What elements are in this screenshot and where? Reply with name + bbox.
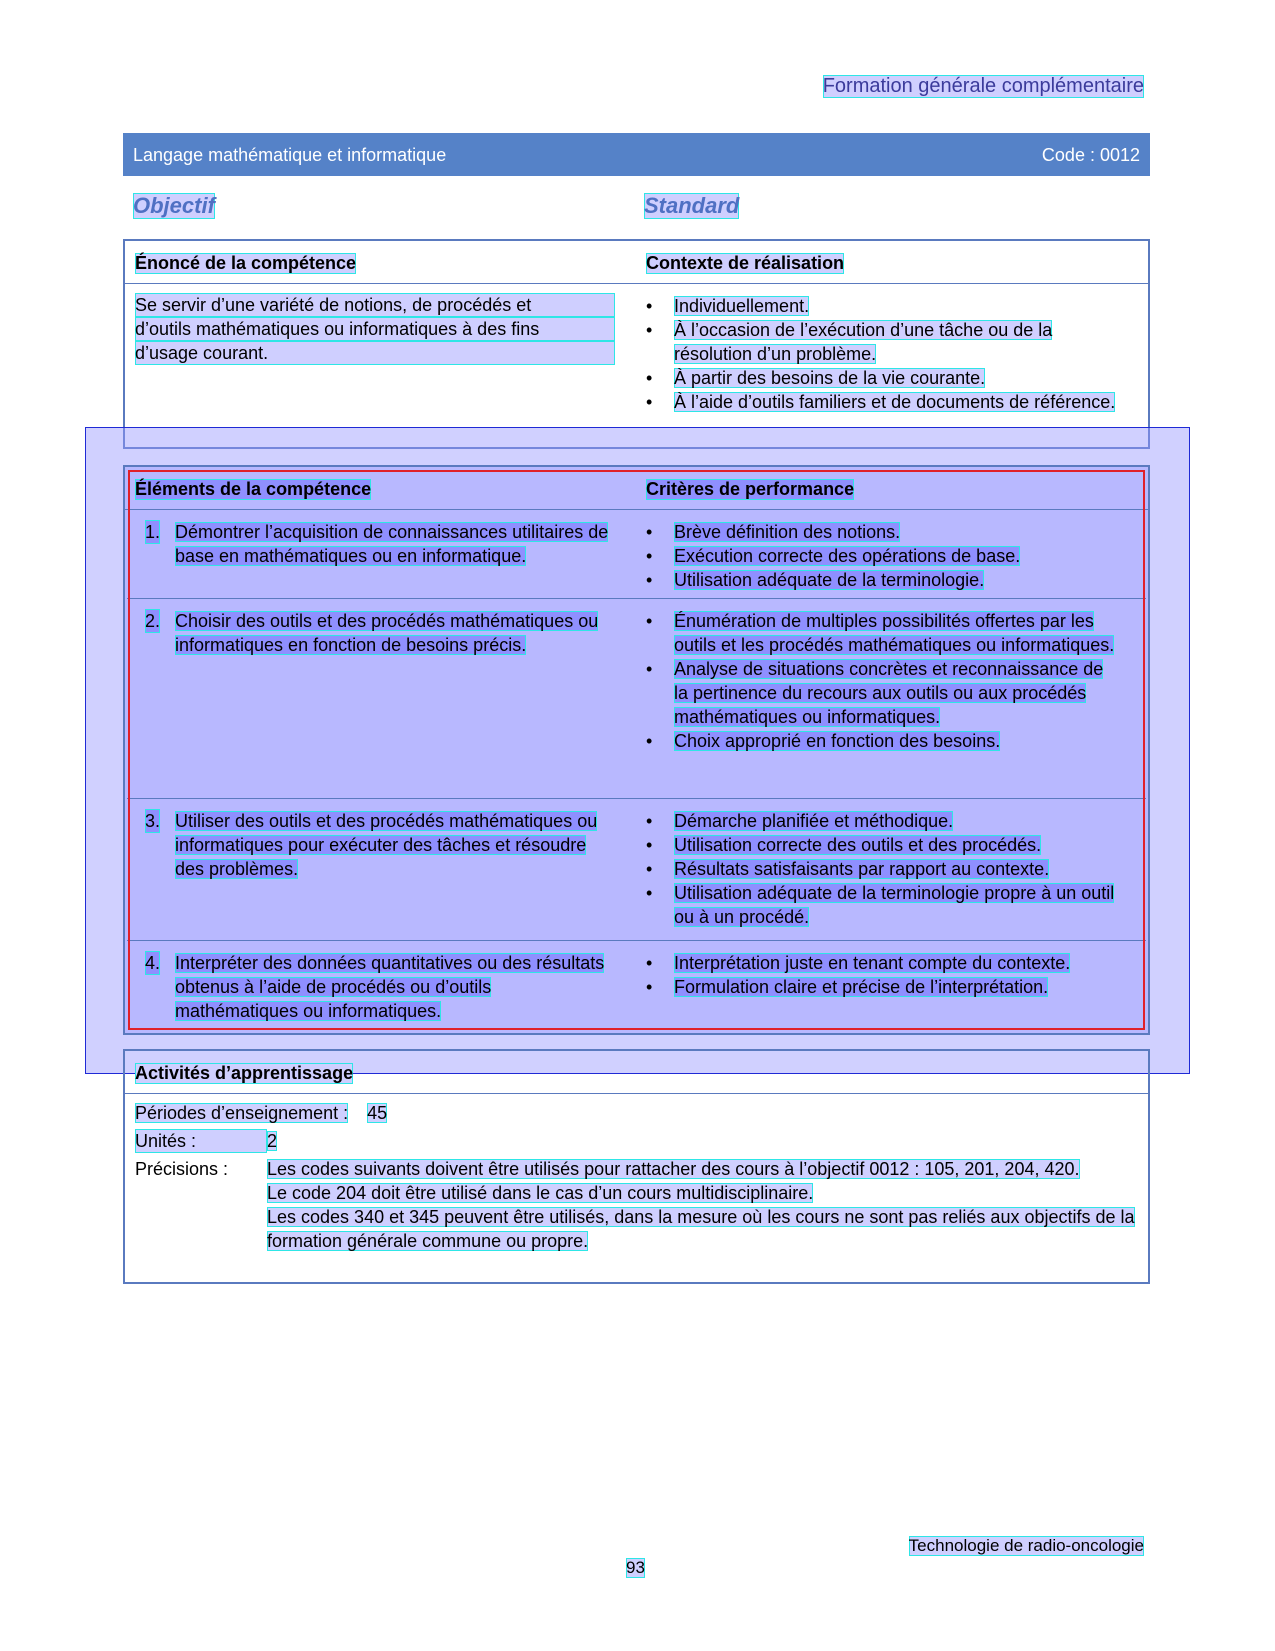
detail-item: Les codes 340 et 345 peuvent être utilisés, dans la mesure où les cours ne sont pas reliés aux objectifs de la formation générale commune ou propre. <box>267 1207 1135 1251</box>
criterion: • Brève définition des notions. <box>646 520 1121 544</box>
page-number: 93 <box>626 1558 645 1577</box>
context-list <box>646 294 1116 414</box>
criterion: • Résultats satisfaisants par rapport au contexte. <box>646 857 1121 881</box>
criterion: • Interprétation juste en tenant compte du contexte. <box>646 951 1121 975</box>
units-row <box>135 1129 277 1153</box>
selection-frame <box>128 470 1145 1030</box>
criterion: • Formulation claire et précise de l’interprétation. <box>646 975 1121 999</box>
criterion: • Analyse de situations concrètes et reconnaissance de la pertinence du recours aux outils ou aux procédés mathématiques ou informatiques. <box>646 657 1121 729</box>
context-item: • À l’aide d’outils familiers et de documents de référence. <box>646 390 1116 414</box>
element-number: 2. <box>145 611 161 631</box>
element-number: 4. <box>145 953 161 973</box>
course-banner <box>123 133 1150 176</box>
elements-header-left: Éléments de la compétence <box>135 479 372 499</box>
periods-label: Périodes d’enseignement : <box>135 1103 349 1123</box>
periods-value: 45 <box>367 1103 388 1123</box>
element-text: Utiliser des outils et des procédés mathématiques ou informatiques pour exécuter des tâches et résoudre des problèmes. <box>175 811 598 879</box>
detail-item: Les codes suivants doivent être utilisés pour rattacher des cours à l’objectif 0012 : 105, 201, 204, 420. <box>267 1159 1080 1179</box>
statement-line: d’usage courant. <box>135 341 615 365</box>
statement-line: d’outils mathématiques ou informatiques à des fins <box>135 317 615 341</box>
program-header: Formation générale complémentaire <box>822 75 1144 97</box>
criterion: • Choix approprié en fonction des besoins. <box>646 729 1121 753</box>
course-code: Code : 0012 <box>1041 145 1140 165</box>
context-header: Contexte de réalisation <box>646 253 845 273</box>
detail-item: Le code 204 doit être utilisé dans le cas d’un cours multidisciplinaire. <box>267 1183 814 1203</box>
element-text: Interpréter des données quantitatives ou des résultats obtenus à l’aide de procédés ou d’outils mathématiques ou informatiques. <box>175 953 605 1021</box>
footer-program: Technologie de radio-oncologie <box>908 1536 1144 1555</box>
details-list <box>267 1157 1137 1253</box>
element-number: 1. <box>145 522 161 542</box>
units-label: Unités : <box>135 1129 267 1153</box>
criterion: • Énumération de multiples possibilités offertes par les outils et les procédés mathématiques ou informatiques. <box>646 609 1121 657</box>
competence-statement <box>135 293 615 365</box>
criterion: • Démarche planifiée et méthodique. <box>646 809 1121 833</box>
units-value: 2 <box>267 1131 278 1151</box>
element-text: Démontrer l’acquisition de connaissances utilitaires de base en mathématiques ou en informatique. <box>175 522 609 566</box>
standard-heading: Standard <box>644 193 740 218</box>
criterion: • Exécution correcte des opérations de base. <box>646 544 1121 568</box>
statement-line: Se servir d’une variété de notions, de procédés et <box>135 293 615 317</box>
objective-heading: Objectif <box>133 193 215 218</box>
statement-header: Énoncé de la compétence <box>135 253 357 273</box>
context-item: • À l’occasion de l’exécution d’une tâche ou de la résolution d’un problème. <box>646 318 1116 366</box>
course-title: Langage mathématique et informatique <box>133 145 447 165</box>
activities-header <box>125 1051 1148 1094</box>
element-text: Choisir des outils et des procédés mathématiques ou informatiques en fonction de besoins précis. <box>175 611 599 655</box>
criterion: • Utilisation correcte des outils et des procédés. <box>646 833 1121 857</box>
details-label: Précisions : <box>135 1159 229 1179</box>
activities-box <box>123 1049 1150 1284</box>
competence-header <box>125 241 1148 284</box>
context-item: • À partir des besoins de la vie courante. <box>646 366 1116 390</box>
criterion: • Utilisation adéquate de la terminologie. <box>646 568 1121 592</box>
periods-row <box>135 1101 387 1125</box>
criterion: • Utilisation adéquate de la terminologie propre à un outil ou à un procédé. <box>646 881 1121 929</box>
context-item: • Individuellement. <box>646 294 1116 318</box>
element-number: 3. <box>145 811 161 831</box>
activities-title: Activités d’apprentissage <box>135 1063 354 1083</box>
elements-header-right: Critères de performance <box>646 479 855 499</box>
competence-box <box>123 239 1150 449</box>
